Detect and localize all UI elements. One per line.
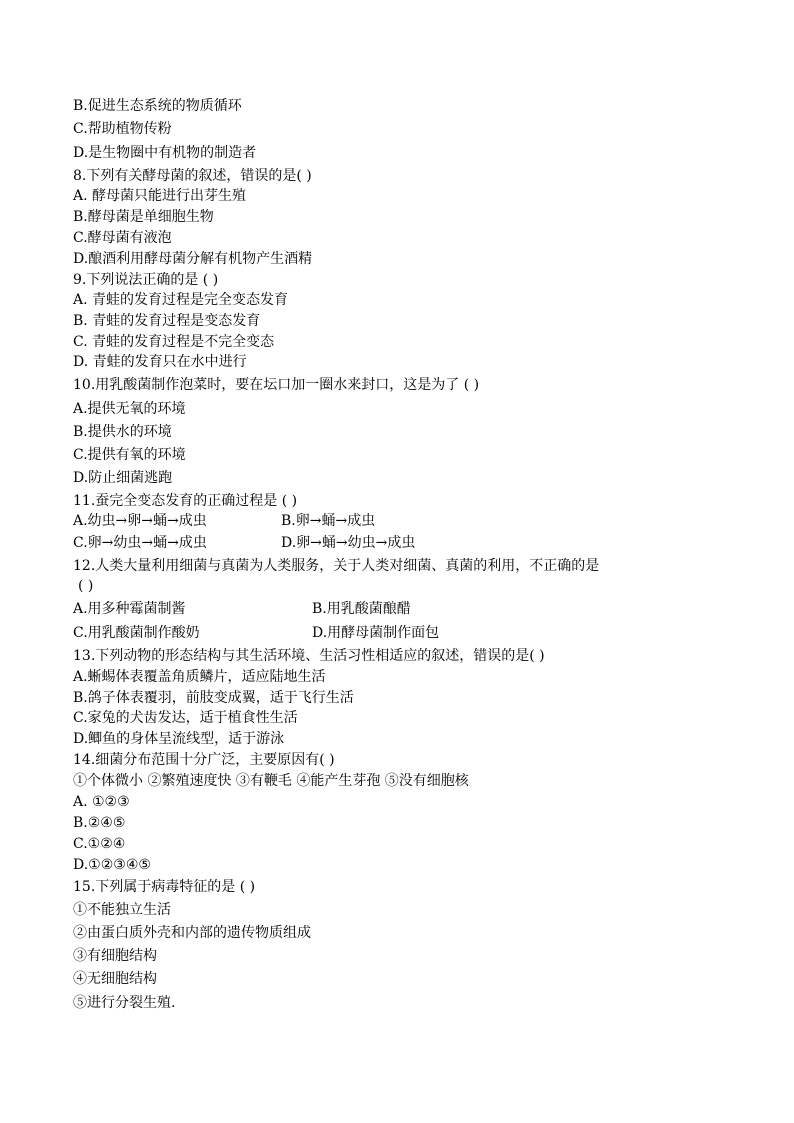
q14-option-a: A. ①②③ xyxy=(73,794,130,810)
q12-option-c: C.用乳酸菌制作酸奶 xyxy=(73,625,200,641)
q13-option-a: A.蜥蜴体表覆盖角质鳞片，适应陆地生活 xyxy=(73,669,326,685)
q9-stem: 9.下列说法正确的是 ( ) xyxy=(73,272,219,288)
q10-option-a: A.提供无氧的环境 xyxy=(73,401,186,417)
q14-option-b: B.②④⑤ xyxy=(73,815,126,831)
q15-item-4: ④无细胞结构 xyxy=(73,971,157,987)
q13-option-c: C.家兔的犬齿发达，适于植食性生活 xyxy=(73,710,298,726)
q15-item-1: ①不能独立生活 xyxy=(73,902,171,918)
q14-option-c: C.①②④ xyxy=(73,836,126,852)
q11-option-d: D.卵→蛹→幼虫→成虫 xyxy=(281,535,416,551)
q14-stem: 14.细菌分布范围十分广泛，主要原因有( ) xyxy=(73,752,335,768)
q8-stem: 8.下列有关酵母菌的叙述，错误的是( ) xyxy=(73,168,312,184)
q15-item-2: ②由蛋白质外壳和内部的遗传物质组成 xyxy=(73,925,311,941)
q11-option-a: A.幼虫→卵→蛹→成虫 xyxy=(73,513,207,529)
q12-paren: ( ) xyxy=(78,578,94,594)
q10-stem: 10.用乳酸菌制作泡菜时，要在坛口加一圈水来封口，这是为了 ( ) xyxy=(73,377,480,393)
q11-option-c: C.卵→幼虫→蛹→成虫 xyxy=(73,535,207,551)
q7-option-d: D.是生物圈中有机物的制造者 xyxy=(73,145,257,161)
q13-stem: 13.下列动物的形态结构与其生活环境、生活习性相适应的叙述，错误的是( ) xyxy=(73,648,545,664)
q10-option-b: B.提供水的环境 xyxy=(73,424,172,440)
q12-option-a: A.用多种霉菌制酱 xyxy=(73,601,186,617)
q8-option-c: C.酵母菌有液泡 xyxy=(73,230,172,246)
q9-option-d: D. 青蛙的发育只在水中进行 xyxy=(73,354,247,370)
q9-option-c: C. 青蛙的发育过程是不完全变态 xyxy=(73,334,275,350)
q11-option-b: B.卵→蛹→成虫 xyxy=(281,513,376,529)
q7-option-c: C.帮助植物传粉 xyxy=(73,121,172,137)
q10-option-c: C.提供有氧的环境 xyxy=(73,447,186,463)
q15-item-3: ③有细胞结构 xyxy=(73,948,157,964)
q13-option-d: D.鲫鱼的身体呈流线型，适于游泳 xyxy=(73,731,285,747)
q13-option-b: B.鸽子体表覆羽，前肢变成翼，适于飞行生活 xyxy=(73,690,354,706)
q9-option-b: B. 青蛙的发育过程是变态发育 xyxy=(73,313,261,329)
q14-option-d: D.①②③④⑤ xyxy=(73,857,151,873)
q8-option-a: A. 酵母菌只能进行出芽生殖 xyxy=(73,188,247,204)
q7-option-b: B.促进生态系统的物质循环 xyxy=(73,98,242,114)
q10-option-d: D.防止细菌逃跑 xyxy=(73,470,173,486)
q12-option-d: D.用酵母菌制作面包 xyxy=(312,625,440,641)
q15-item-5: ⑤进行分裂生殖. xyxy=(73,995,176,1011)
q8-option-b: B.酵母菌是单细胞生物 xyxy=(73,209,214,225)
q8-option-d: D.酿酒利用酵母菌分解有机物产生酒精 xyxy=(73,251,313,267)
q9-option-a: A. 青蛙的发育过程是完全变态发育 xyxy=(73,292,289,308)
q15-stem: 15.下列属于病毒特征的是 ( ) xyxy=(73,879,256,895)
q12-option-b: B.用乳酸菌酿醋 xyxy=(312,601,411,617)
q12-stem: 12.人类大量利用细菌与真菌为人类服务，关于人类对细菌、真菌的利用，不正确的是 xyxy=(73,558,600,574)
q11-stem: 11.蚕完全变态发育的正确过程是 ( ) xyxy=(73,493,298,509)
q14-items: ①个体微小 ②繁殖速度快 ③有鞭毛 ④能产生芽孢 ⑤没有细胞核 xyxy=(73,773,469,789)
